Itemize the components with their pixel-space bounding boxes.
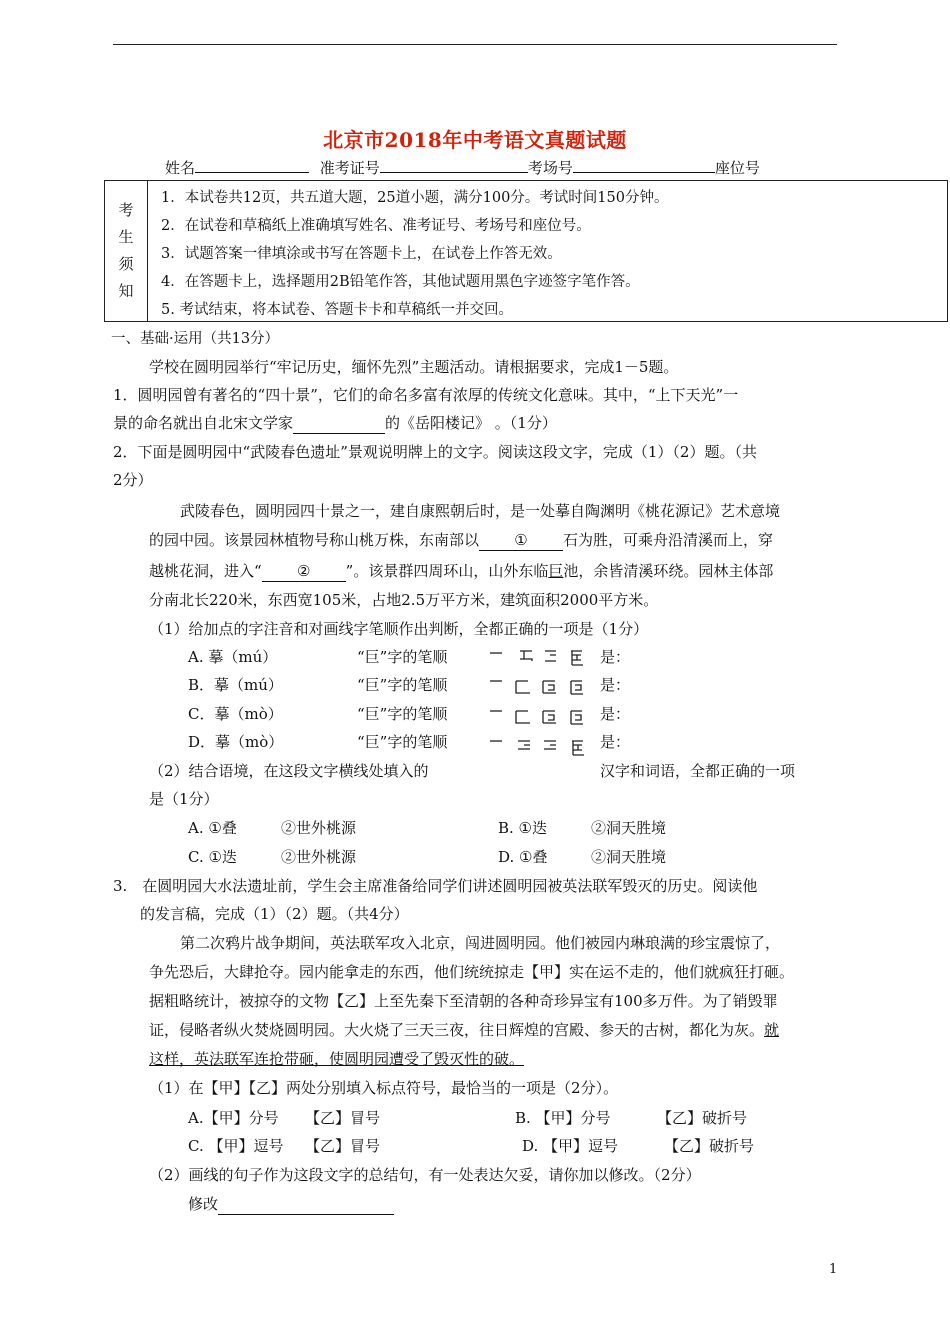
q3-line1: 3. 在圆明园大水法遗址前，学生会主席准备给同学们讲述圆明园被英法联军毁灭的历史。阅读他: [113, 877, 758, 895]
q2-passage-line: 武陵春色，圆明园四十景之一，建自康熙朝后时，是一处摹自陶渊明《桃花源记》艺术意境: [180, 502, 781, 520]
option-word: ②世外桃源: [281, 819, 357, 837]
q3-option-b[interactable]: B. 【甲】分号: [515, 1109, 611, 1127]
fix-answer-blank[interactable]: [218, 1194, 394, 1215]
q3-option-c[interactable]: C. 【甲】逗号: [188, 1137, 284, 1155]
option-word: ②洞天胜境: [591, 848, 667, 866]
q3-underlined-text: 这样，英法联军连抢带砸，使圆明园遭受了毁灭性的破。: [149, 1050, 525, 1068]
q2-line2: 2分）: [113, 471, 153, 489]
q3-passage-line: 第二次鸦片战争期间，英法联军攻入北京，闯进圆明园。他们被园内琳琅满的珍宝震惊了，: [180, 934, 781, 952]
q2-passage-line: 分南北长220米，东西宽105米，占地2.5万平方米，建筑面积2000平方米。: [149, 591, 659, 609]
fix-label: 修改: [188, 1195, 219, 1213]
q2-passage-line: [149, 561, 773, 582]
header-rule: [113, 44, 837, 45]
notice-label-char: 须: [118, 255, 134, 273]
seat-label: 座位号: [714, 159, 760, 177]
q3-option-a[interactable]: A.【甲】分号: [188, 1109, 279, 1127]
q2-option-a[interactable]: A. 摹（mú）: [188, 648, 278, 666]
q3-passage-line: [149, 1020, 779, 1040]
notice-label: [105, 181, 148, 321]
q2-sub2-end: 是（1分）: [149, 790, 219, 808]
q3-option-d[interactable]: D. 【甲】逗号: [522, 1137, 619, 1155]
q2-passage-text: 石为胜，可乘舟沿清溪而上，穿: [563, 531, 774, 549]
notice-items: [161, 187, 668, 327]
notice-item: 4．在答题卡上，选择题用2B铅笔作答，其他试题用黑色字迹签字笔作答。: [161, 274, 640, 290]
notice-item: 1．本试卷共12页，共五道大题，25道小题，满分100分。考试时间150分钟。: [161, 190, 669, 206]
page-number: 1: [829, 1262, 838, 1277]
option-tail: 是：: [600, 676, 631, 694]
notice-label-char: 生: [118, 228, 134, 246]
q2-blank-2[interactable]: ②: [262, 561, 346, 582]
q2-line1: 2．下面是圆明园中“武陵春色遗址”景观说明牌上的文字。阅读这段文字，完成（1）（2）题。（共: [113, 443, 757, 461]
notice-item: 5. 考试结束，将本试卷、答题卡卡和草稿纸一并交回。: [161, 302, 513, 318]
q1-text-a: 景的命名就出自北宋文学家: [113, 414, 294, 432]
q2-sub2-cont: 汉字和词语，全都正确的一项: [600, 762, 796, 780]
option-desc: “巨”字的笔顺: [357, 733, 448, 751]
q3-fix-line: [188, 1194, 394, 1215]
option-tail: 是：: [600, 733, 631, 751]
q1-line2: [113, 413, 557, 434]
q2-passage-text: ”。该景群四周环山，山外东临: [345, 562, 549, 580]
q2-option-b[interactable]: B．摹（mú）: [188, 676, 283, 694]
q2-sub2: （2）结合语境，在这段文字横线处填入的: [149, 762, 429, 780]
q2-passage-text: 的园中园。该景园林植物号称山桃万株，东南部以: [149, 531, 480, 549]
page-title: 北京市2018年中考语文真题试题: [323, 128, 627, 152]
option-part: 【乙】冒号: [305, 1109, 381, 1127]
q3-sub2: （2）画线的句子作为这段文字的总结句，有一处表达欠妥，请你加以修改。（2分）: [149, 1166, 701, 1184]
q2-passage-line: [149, 530, 773, 551]
option-part: 【乙】冒号: [305, 1137, 381, 1155]
room-label: 考场号: [527, 159, 573, 177]
notice-item: 3．试题答案一律填涂或书写在答题卡上，在试卷上作答无效。: [161, 246, 562, 262]
option-part: 【乙】破折号: [657, 1109, 748, 1127]
option-desc: “巨”字的笔顺: [357, 648, 448, 666]
notice-item: 2．在试卷和草稿纸上准确填写姓名、准考证号、考场号和座位号。: [161, 218, 591, 234]
q2-passage-text: 池，余皆清溪环绕。园林主体部: [563, 562, 774, 580]
option-tail: 是：: [600, 648, 631, 666]
q2-option-d[interactable]: D．摹（mò）: [188, 733, 284, 751]
q2-blank-1[interactable]: ①: [479, 530, 563, 551]
name-label: 姓名: [165, 159, 196, 177]
q1-answer-blank[interactable]: [293, 413, 385, 434]
option-part: 【乙】破折号: [664, 1137, 755, 1155]
ticket-field[interactable]: [380, 158, 528, 173]
option-desc: “巨”字的笔顺: [357, 676, 448, 694]
option-desc: “巨”字的笔顺: [357, 705, 448, 723]
option-word: ②洞天胜境: [591, 819, 667, 837]
q2-option-c[interactable]: C．摹（mò）: [188, 705, 283, 723]
q3-sub1: （1）在【甲】【乙】两处分别填入标点符号，最恰当的一项是（2分）。: [149, 1079, 619, 1097]
q1-line1: 1．圆明园曾有著名的“四十景”，它们的命名多富有浓厚的传统文化意味。其中，“上下天光”一: [113, 386, 739, 404]
candidate-info-line: [165, 157, 760, 178]
stroke-order-illustration: [486, 645, 590, 765]
q3-passage-line: 争先恐后，大肆抢夺。园内能拿走的东西，他们统统掠走【甲】实在运不走的，他们就疯狂打砸。: [149, 963, 795, 981]
q2-passage-text: 越桃花洞，进入“: [149, 562, 262, 580]
q2-2-option-d[interactable]: D. ①叠: [498, 848, 548, 866]
name-field[interactable]: [195, 158, 309, 173]
room-field[interactable]: [573, 158, 715, 173]
q3-line2: 的发言稿，完成（1）（2）题。（共4分）: [140, 905, 409, 923]
q3-passage-line: 据粗略统计，被掠夺的文物【乙】上至先秦下至清朝的各种奇珍异宝有100多万件。为了销毁罪: [149, 992, 778, 1010]
exam-notice-box: [104, 180, 948, 322]
q3-underlined-text: 就: [764, 1021, 780, 1039]
q2-2-option-a[interactable]: A. ①叠: [188, 819, 237, 837]
notice-label-char: 知: [118, 282, 134, 300]
q2-2-option-c[interactable]: C. ①迭: [188, 848, 237, 866]
q2-2-option-b[interactable]: B. ①迭: [498, 819, 548, 837]
q3-passage-text: 证，侵略者纵火焚烧圆明园。大火烧了三天三夜，往日辉煌的宫殿、参天的古树，都化为灰。: [149, 1021, 765, 1039]
section-heading: 一、基础·运用（共13分）: [111, 331, 280, 347]
q1-text-b: 的《岳阳楼记》 。（1分）: [385, 414, 557, 432]
option-word: ②世外桃源: [281, 848, 357, 866]
q2-sub1: （1）给加点的字注音和对画线字笔顺作出判断，全都正确的一项是（1分）: [149, 620, 649, 638]
q2-underlined-char: 巨: [548, 562, 564, 580]
section-intro: 学校在圆明园举行“牢记历史，缅怀先烈”主题活动。请根据要求，完成1－5题。: [149, 358, 679, 376]
ticket-label: 准考证号: [319, 159, 380, 177]
notice-label-char: 考: [118, 201, 134, 219]
q3-passage-line: [149, 1049, 524, 1069]
option-tail: 是：: [600, 705, 631, 723]
